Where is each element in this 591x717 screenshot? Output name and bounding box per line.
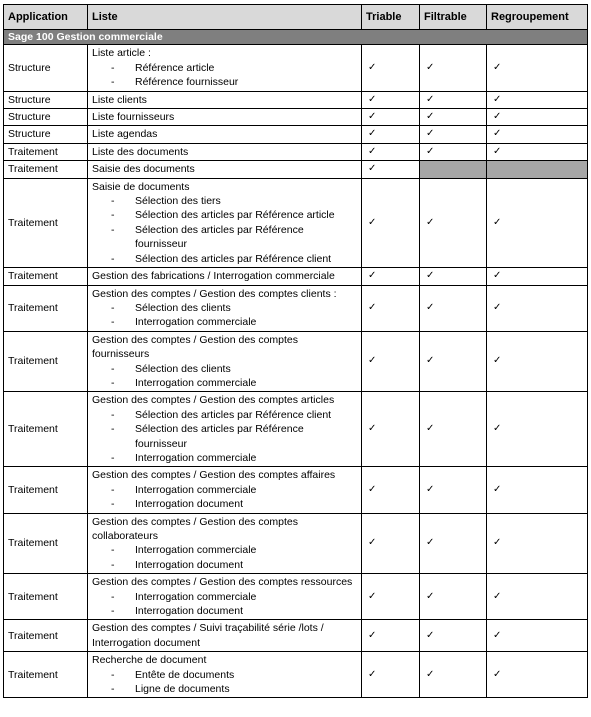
table-row [4, 331, 588, 392]
liste-cell [88, 513, 362, 574]
liste-cell [88, 143, 362, 160]
regroupement-check-icon: ✓ [487, 467, 588, 513]
bullet-dash-icon: - [111, 195, 115, 208]
liste-subitem [92, 301, 357, 315]
application-cell: Traitement [4, 285, 88, 331]
column-header-triable: Triable [362, 5, 420, 30]
liste-cell [88, 109, 362, 126]
table-row [4, 513, 588, 574]
table-row [4, 161, 588, 178]
table-row [4, 574, 588, 620]
application-cell: Structure [4, 45, 88, 91]
liste-cell [88, 392, 362, 467]
triable-check-icon: ✓ [362, 620, 420, 652]
filtrable-not-applicable-cell [420, 161, 487, 178]
liste-subitem-label: Référence fournisseur [135, 76, 239, 89]
liste-subitem [92, 208, 357, 222]
liste-title: Liste des documents [92, 145, 189, 158]
liste-subitem [92, 590, 357, 604]
table-row [4, 392, 588, 467]
application-cell: Traitement [4, 331, 88, 392]
table-row [4, 45, 588, 91]
bullet-dash-icon: - [111, 252, 115, 265]
application-cell: Traitement [4, 143, 88, 160]
filtrable-check-icon: ✓ [420, 331, 487, 392]
liste-subitem [92, 543, 357, 557]
regroupement-check-icon: ✓ [487, 620, 588, 652]
liste-title: Gestion des comptes / Gestion des comptes fournisseurs [92, 333, 299, 361]
table-row [4, 652, 588, 698]
liste-subitem-label: Interrogation commerciale [135, 451, 257, 464]
bullet-dash-icon: - [111, 558, 115, 571]
filtrable-check-icon: ✓ [420, 91, 487, 108]
liste-cell [88, 467, 362, 513]
features-table [3, 4, 588, 698]
liste-cell [88, 161, 362, 178]
application-cell: Traitement [4, 268, 88, 285]
bullet-dash-icon: - [111, 362, 115, 375]
table-row [4, 91, 588, 108]
regroupement-check-icon: ✓ [487, 392, 588, 467]
column-header-regroupement: Regroupement [487, 5, 588, 30]
liste-subitem-label: Ligne de documents [135, 683, 230, 696]
bullet-dash-icon: - [111, 223, 115, 236]
liste-subitem [92, 558, 357, 572]
triable-check-icon: ✓ [362, 467, 420, 513]
triable-check-icon: ✓ [362, 392, 420, 467]
filtrable-check-icon: ✓ [420, 392, 487, 467]
application-cell: Traitement [4, 574, 88, 620]
liste-subitem-label: Sélection des articles par Référence fournisseur [135, 223, 304, 251]
liste-subitem-label: Interrogation commerciale [135, 590, 257, 603]
triable-check-icon: ✓ [362, 161, 420, 178]
triable-check-icon: ✓ [362, 574, 420, 620]
triable-check-icon: ✓ [362, 45, 420, 91]
liste-cell [88, 126, 362, 143]
filtrable-check-icon: ✓ [420, 620, 487, 652]
triable-check-icon: ✓ [362, 178, 420, 267]
liste-subitem [92, 483, 357, 497]
filtrable-check-icon: ✓ [420, 178, 487, 267]
triable-check-icon: ✓ [362, 126, 420, 143]
liste-cell [88, 91, 362, 108]
liste-cell [88, 285, 362, 331]
liste-title: Gestion des fabrications / Interrogation commerciale [92, 270, 335, 283]
filtrable-check-icon: ✓ [420, 126, 487, 143]
table-body [4, 30, 588, 698]
filtrable-check-icon: ✓ [420, 574, 487, 620]
table-row [4, 143, 588, 160]
application-cell: Traitement [4, 620, 88, 652]
application-cell: Traitement [4, 652, 88, 698]
liste-subitem-label: Sélection des articles par Référence client [135, 408, 332, 421]
column-header-liste: Liste [88, 5, 362, 30]
liste-subitem [92, 362, 357, 376]
liste-subitem [92, 194, 357, 208]
column-header-application: Application [4, 5, 88, 30]
triable-check-icon: ✓ [362, 513, 420, 574]
liste-cell [88, 652, 362, 698]
application-cell: Traitement [4, 161, 88, 178]
filtrable-check-icon: ✓ [420, 143, 487, 160]
liste-subitem [92, 408, 357, 422]
liste-cell [88, 620, 362, 652]
regroupement-check-icon: ✓ [487, 513, 588, 574]
regroupement-check-icon: ✓ [487, 91, 588, 108]
liste-cell [88, 178, 362, 267]
regroupement-check-icon: ✓ [487, 268, 588, 285]
liste-title: Liste article : [92, 47, 151, 60]
liste-title: Gestion des comptes / Gestion des comptes collaborateurs [92, 515, 299, 542]
liste-subitem [92, 61, 357, 75]
liste-title: Gestion des comptes / Gestion des comptes articles [92, 394, 335, 407]
table-row [4, 620, 588, 652]
filtrable-check-icon: ✓ [420, 652, 487, 698]
bullet-dash-icon: - [111, 590, 115, 603]
bullet-dash-icon: - [111, 76, 115, 89]
liste-cell [88, 45, 362, 91]
filtrable-check-icon: ✓ [420, 268, 487, 285]
bullet-dash-icon: - [111, 498, 115, 511]
triable-check-icon: ✓ [362, 91, 420, 108]
regroupement-check-icon: ✓ [487, 109, 588, 126]
liste-subitem [92, 604, 357, 618]
filtrable-check-icon: ✓ [420, 45, 487, 91]
header-row [4, 5, 588, 30]
column-header-filtrable: Filtrable [420, 5, 487, 30]
regroupement-not-applicable-cell [487, 161, 588, 178]
liste-subitem-label: Interrogation commerciale [135, 544, 257, 557]
table-row [4, 268, 588, 285]
liste-title: Liste clients [92, 93, 147, 106]
liste-title: Gestion des comptes / Gestion des comptes clients : [92, 287, 337, 300]
bullet-dash-icon: - [111, 408, 115, 421]
bullet-dash-icon: - [111, 61, 115, 74]
liste-title: Saisie de documents [92, 180, 190, 193]
liste-subitem-label: Sélection des tiers [135, 195, 221, 208]
regroupement-check-icon: ✓ [487, 285, 588, 331]
application-cell: Traitement [4, 392, 88, 467]
section-row [4, 30, 588, 45]
bullet-dash-icon: - [111, 683, 115, 696]
regroupement-check-icon: ✓ [487, 45, 588, 91]
liste-cell [88, 268, 362, 285]
table-row [4, 285, 588, 331]
liste-subitem-label: Interrogation commerciale [135, 483, 257, 496]
liste-cell [88, 331, 362, 392]
table-row [4, 178, 588, 267]
section-title: Sage 100 Gestion commerciale [4, 30, 588, 45]
liste-subitem [92, 682, 357, 696]
application-cell: Traitement [4, 467, 88, 513]
triable-check-icon: ✓ [362, 285, 420, 331]
triable-check-icon: ✓ [362, 143, 420, 160]
liste-title: Liste agendas [92, 128, 158, 141]
liste-title: Gestion des comptes / Gestion des comptes affaires [92, 469, 336, 482]
regroupement-check-icon: ✓ [487, 331, 588, 392]
application-cell: Traitement [4, 178, 88, 267]
table-row [4, 109, 588, 126]
liste-subitem [92, 75, 357, 89]
liste-title: Gestion des comptes / Suivi traçabilité série /lots / Interrogation document [92, 622, 324, 649]
bullet-dash-icon: - [111, 544, 115, 557]
table-row [4, 467, 588, 513]
bullet-dash-icon: - [111, 423, 115, 436]
bullet-dash-icon: - [111, 209, 115, 222]
liste-cell [88, 574, 362, 620]
liste-subitem-label: Interrogation document [135, 498, 243, 511]
application-cell: Structure [4, 109, 88, 126]
regroupement-check-icon: ✓ [487, 652, 588, 698]
liste-subitem-label: Interrogation commerciale [135, 376, 257, 389]
regroupement-check-icon: ✓ [487, 126, 588, 143]
liste-subitem [92, 376, 357, 390]
filtrable-check-icon: ✓ [420, 285, 487, 331]
liste-subitem-label: Entête de documents [135, 668, 235, 681]
liste-subitem [92, 497, 357, 511]
liste-title: Recherche de document [92, 654, 207, 667]
triable-check-icon: ✓ [362, 652, 420, 698]
bullet-dash-icon: - [111, 316, 115, 329]
liste-subitem-label: Sélection des clients [135, 301, 231, 314]
liste-subitem [92, 252, 357, 266]
regroupement-check-icon: ✓ [487, 143, 588, 160]
liste-subitem [92, 422, 357, 451]
bullet-dash-icon: - [111, 668, 115, 681]
liste-subitem-label: Sélection des articles par Référence article [135, 209, 335, 222]
liste-title: Saisie des documents [92, 163, 195, 176]
filtrable-check-icon: ✓ [420, 109, 487, 126]
liste-subitem-label: Interrogation document [135, 605, 243, 618]
liste-subitem-label: Interrogation commerciale [135, 316, 257, 329]
bullet-dash-icon: - [111, 483, 115, 496]
liste-subitem-label: Sélection des articles par Référence client [135, 252, 332, 265]
filtrable-check-icon: ✓ [420, 513, 487, 574]
liste-title: Gestion des comptes / Gestion des comptes ressources [92, 576, 353, 589]
liste-title: Liste fournisseurs [92, 111, 175, 124]
application-cell: Structure [4, 91, 88, 108]
triable-check-icon: ✓ [362, 109, 420, 126]
liste-subitem [92, 668, 357, 682]
triable-check-icon: ✓ [362, 268, 420, 285]
liste-subitem-label: Interrogation document [135, 558, 243, 571]
liste-subitem-label: Sélection des clients [135, 362, 231, 375]
regroupement-check-icon: ✓ [487, 574, 588, 620]
filtrable-check-icon: ✓ [420, 467, 487, 513]
regroupement-check-icon: ✓ [487, 178, 588, 267]
application-cell: Traitement [4, 513, 88, 574]
bullet-dash-icon: - [111, 376, 115, 389]
liste-subitem [92, 315, 357, 329]
bullet-dash-icon: - [111, 301, 115, 314]
application-cell: Structure [4, 126, 88, 143]
table-row [4, 126, 588, 143]
liste-subitem-label: Sélection des articles par Référence fournisseur [135, 423, 304, 450]
liste-subitem [92, 223, 357, 252]
bullet-dash-icon: - [111, 451, 115, 464]
triable-check-icon: ✓ [362, 331, 420, 392]
liste-subitem-label: Référence article [135, 61, 215, 74]
liste-subitem [92, 451, 357, 465]
bullet-dash-icon: - [111, 605, 115, 618]
